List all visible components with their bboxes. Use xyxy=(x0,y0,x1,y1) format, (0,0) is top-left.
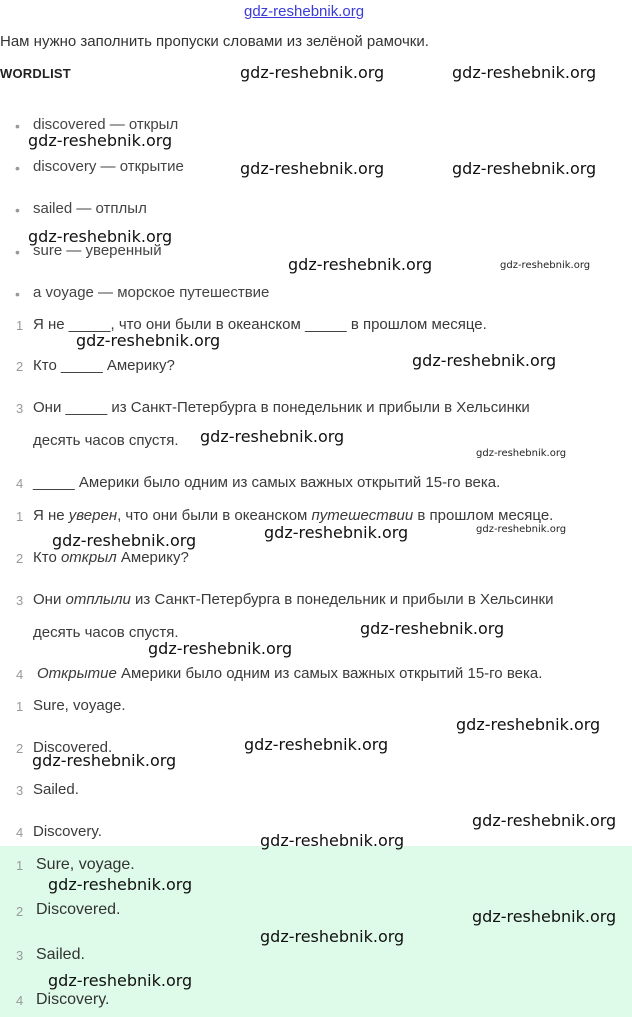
inserted-word: Открытие xyxy=(37,665,117,682)
watermark: gdz-reshebnik.org xyxy=(288,255,433,274)
watermark: gdz-reshebnik.org xyxy=(452,159,597,178)
watermark: gdz-reshebnik.org xyxy=(28,227,173,246)
bullet-icon: • xyxy=(15,244,20,260)
watermark: gdz-reshebnik.org xyxy=(476,448,567,459)
exercise-sentence: Они _____ из Санкт-Петербурга в понедельник и прибыли в Хельсинки xyxy=(33,399,530,416)
item-number: 1 xyxy=(16,318,24,333)
watermark: gdz-reshebnik.org xyxy=(472,907,617,926)
watermark: gdz-reshebnik.org xyxy=(32,751,177,770)
word-item: sailed — отплыл xyxy=(33,200,147,217)
watermark: gdz-reshebnik.org xyxy=(260,927,405,946)
site-link[interactable]: gdz-reshebnik.org xyxy=(244,3,365,20)
inserted-word: уверен xyxy=(68,507,118,524)
item-number: 3 xyxy=(16,948,24,963)
watermark: gdz-reshebnik.org xyxy=(472,811,617,830)
bullet-icon: • xyxy=(15,286,20,302)
text-part: из Санкт-Петербурга в понедельник и прибыли в Хельсинки xyxy=(130,591,554,608)
text-part: Америку? xyxy=(116,549,189,566)
item-number: 4 xyxy=(16,667,24,682)
item-number: 4 xyxy=(16,825,24,840)
exercise-sentence-cont: десять часов спустя. xyxy=(33,432,179,449)
word-item: sure — уверенный xyxy=(33,242,162,259)
filled-sentence-cont: десять часов спустя. xyxy=(33,624,179,641)
text-part: Я не xyxy=(33,507,69,524)
text-part: Кто xyxy=(33,549,61,566)
watermark: gdz-reshebnik.org xyxy=(240,159,385,178)
answer-text: Discovery. xyxy=(36,991,110,1008)
wordlist-heading: WORDLIST xyxy=(0,66,71,81)
item-number: 2 xyxy=(16,359,24,374)
watermark: gdz-reshebnik.org xyxy=(48,875,193,894)
filled-sentence xyxy=(33,591,553,608)
exercise-sentence: Кто _____ Америку? xyxy=(33,357,175,374)
watermark: gdz-reshebnik.org xyxy=(476,524,567,535)
item-number: 3 xyxy=(16,401,24,416)
watermark: gdz-reshebnik.org xyxy=(240,63,385,82)
filled-sentence xyxy=(37,665,542,682)
watermark: gdz-reshebnik.org xyxy=(260,831,405,850)
word-item: a voyage — морское путешествие xyxy=(33,284,270,301)
item-number: 2 xyxy=(16,551,24,566)
watermark: gdz-reshebnik.org xyxy=(48,971,193,990)
watermark: gdz-reshebnik.org xyxy=(76,331,221,350)
exercise-sentence: Я не _____, что они были в океанском _____ в прошлом месяце. xyxy=(33,316,487,333)
answer-text: Sailed. xyxy=(33,781,79,798)
watermark: gdz-reshebnik.org xyxy=(500,260,591,271)
watermark: gdz-reshebnik.org xyxy=(244,735,389,754)
bullet-icon: • xyxy=(15,118,20,134)
answer-text: Discovery. xyxy=(33,823,102,840)
watermark: gdz-reshebnik.org xyxy=(360,619,505,638)
answer-text: Sure, voyage. xyxy=(36,856,135,873)
inserted-word: путешествии xyxy=(311,507,414,524)
watermark: gdz-reshebnik.org xyxy=(200,427,345,446)
text-part: , что они были в океанском xyxy=(117,507,312,524)
watermark: gdz-reshebnik.org xyxy=(456,715,601,734)
answer-text: Discovered. xyxy=(36,901,121,918)
exercise-sentence: _____ Америки было одним из самых важных открытий 15-го века. xyxy=(33,474,501,491)
item-number: 1 xyxy=(16,509,24,524)
item-number: 2 xyxy=(16,904,24,919)
watermark: gdz-reshebnik.org xyxy=(412,351,557,370)
answer-text: Sure, voyage. xyxy=(33,697,126,714)
item-number: 1 xyxy=(16,858,24,873)
watermark: gdz-reshebnik.org xyxy=(52,531,197,550)
text-part: Америки было одним из самых важных открытий 15-го века. xyxy=(116,665,543,682)
watermark: gdz-reshebnik.org xyxy=(264,523,409,542)
watermark: gdz-reshebnik.org xyxy=(452,63,597,82)
inserted-word: отплыли xyxy=(65,591,131,608)
inserted-word: открыл xyxy=(60,549,117,566)
intro-text: Нам нужно заполнить пропуски словами из зелёной рамочки. xyxy=(0,33,429,50)
watermark: gdz-reshebnik.org xyxy=(28,131,173,150)
item-number: 4 xyxy=(16,993,24,1008)
filled-sentence xyxy=(33,507,553,524)
bullet-icon: • xyxy=(15,160,20,176)
answer-text: Sailed. xyxy=(36,946,85,963)
item-number: 1 xyxy=(16,699,24,714)
word-item: discovery — открытие xyxy=(33,158,184,175)
word-item: discovered — открыл xyxy=(33,116,179,133)
item-number: 3 xyxy=(16,783,24,798)
answer-text: Discovered. xyxy=(33,739,113,756)
text-part: Они xyxy=(33,591,66,608)
filled-sentence xyxy=(33,549,189,566)
item-number: 4 xyxy=(16,476,24,491)
watermark: gdz-reshebnik.org xyxy=(148,639,293,658)
item-number: 3 xyxy=(16,593,24,608)
bullet-icon: • xyxy=(15,202,20,218)
text-part: в прошлом месяце. xyxy=(413,507,554,524)
item-number: 2 xyxy=(16,741,24,756)
